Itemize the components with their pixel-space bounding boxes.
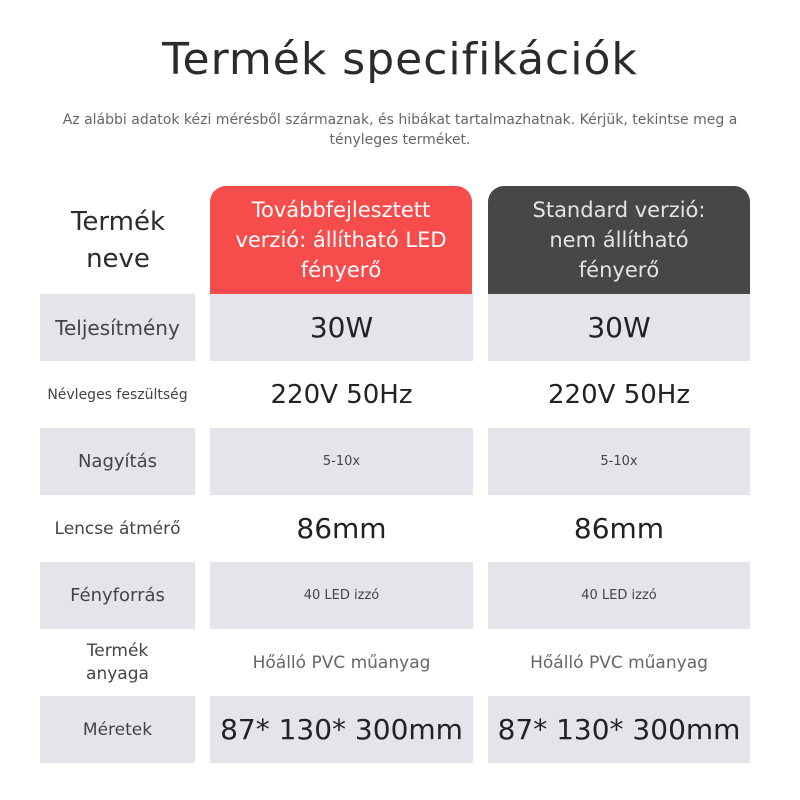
- voltage-value-enhanced: 220V 50Hz: [270, 379, 413, 410]
- column-header-enhanced-line1: Továbbfejlesztett: [251, 198, 431, 222]
- row-label-light-source: Fényforrás: [40, 562, 195, 629]
- product-name-header: [40, 196, 196, 286]
- column-header-enhanced-line3: fényerő: [300, 258, 382, 282]
- dimensions-value-standard: 87* 130* 300mm: [488, 696, 750, 763]
- power-value-enhanced: 30W: [210, 294, 473, 361]
- page-title: Termék specifikációk: [162, 34, 638, 85]
- light-source-value-enhanced: 40 LED izzó: [210, 562, 473, 629]
- magnification-value-standard: 5-10x: [488, 428, 750, 495]
- column-header-enhanced-line2: verzió: állítható LED: [235, 228, 447, 252]
- row-label-material: [40, 629, 195, 696]
- material-value-enhanced: Hőálló PVC műanyag: [252, 652, 431, 673]
- voltage-value-standard: 220V 50Hz: [548, 379, 690, 410]
- material-value-standard: Hőálló PVC műanyag: [530, 652, 708, 673]
- row-label-voltage: Névleges feszültség: [47, 386, 188, 403]
- dimensions-value-enhanced: 87* 130* 300mm: [210, 696, 473, 763]
- power-value-standard: 30W: [488, 294, 750, 361]
- row-label-lens-diameter: Lencse átmérő: [54, 518, 181, 539]
- row-label-magnification: Nagyítás: [40, 428, 195, 495]
- product-name-header-line1: Termék: [70, 207, 166, 237]
- disclaimer-text: Az alábbi adatok kézi mérésből származnak, és hibákat tartalmazhatnak. Kérjük, tekintse meg a tényleges terméket.: [62, 112, 738, 148]
- row-label-material-line1: Termék: [86, 640, 149, 661]
- lens-diameter-value-standard: 86mm: [573, 512, 665, 545]
- column-header-standard-line3: fényerő: [578, 258, 660, 282]
- magnification-value-enhanced: 5-10x: [210, 428, 473, 495]
- column-header-standard-line1: Standard verzió:: [532, 198, 706, 222]
- product-name-header-line2: neve: [86, 244, 150, 274]
- column-header-standard-line2: nem állítható: [549, 228, 689, 252]
- light-source-value-standard: 40 LED izzó: [488, 562, 750, 629]
- lens-diameter-value-enhanced: 86mm: [296, 512, 387, 545]
- column-header-enhanced: [210, 186, 472, 294]
- column-header-standard: [488, 186, 750, 294]
- row-label-material-line2: anyaga: [86, 663, 149, 684]
- row-label-power: Teljesítmény: [40, 294, 195, 361]
- row-label-dimensions: Méretek: [40, 696, 195, 763]
